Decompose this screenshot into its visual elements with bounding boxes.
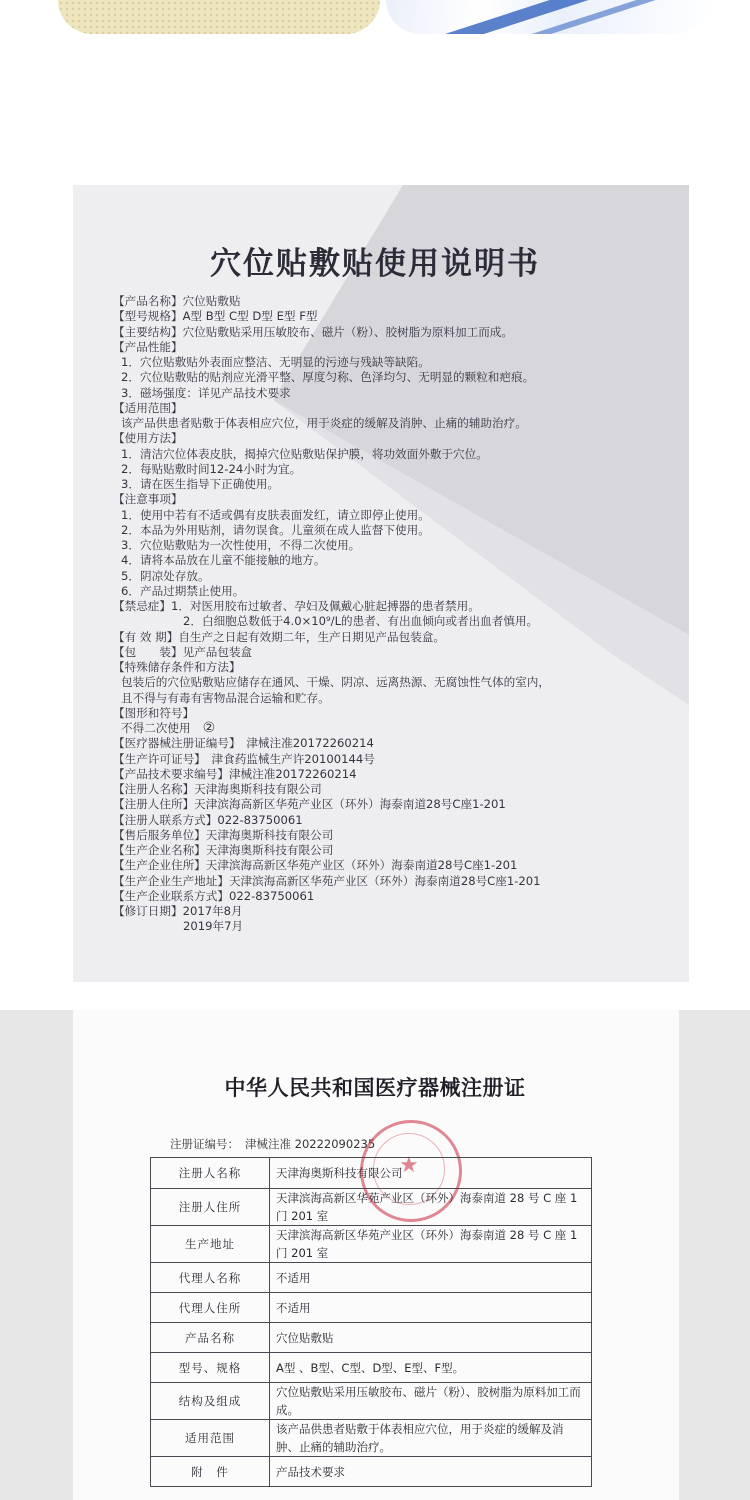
official-seal: ★ (360, 1120, 462, 1222)
certificate-row (151, 1353, 592, 1383)
instruction-line: 2．本品为外用贴剂，请勿误食。儿童须在成人监督下使用。 (121, 522, 430, 537)
certificate-field-label: 注册人名称 (151, 1158, 270, 1189)
certificate-field-value: 产品技术要求 (270, 1457, 592, 1487)
certificate-row (151, 1323, 592, 1353)
patch-texture-image (58, 0, 380, 34)
certificate-field-value: 天津滨海高新区华苑产业区（环外）海泰南道 28 号 C 座 1 门 201 室 (270, 1226, 592, 1263)
instruction-line: 1．穴位贴敷贴外表面应整洁、无明显的污迹与残缺等缺陷。 (121, 355, 430, 369)
instruction-line: 不得二次使用 ② (121, 720, 216, 736)
instruction-line: 【生产企业生产地址】天津滨海高新区华苑产业区（环外）海泰南道28号C座1-201 (113, 873, 541, 888)
certificate-field-value: 不适用 (270, 1263, 592, 1293)
certificate-field-label: 代理人名称 (151, 1263, 270, 1293)
instruction-line: 【主要结构】穴位贴敷贴采用压敏胶布、磁片（粉）、胶树脂为原料加工而成。 (113, 324, 513, 339)
instruction-line: 【产品性能】 (113, 339, 183, 354)
certificate-field-value: 该产品供患者贴敷于体表相应穴位，用于炎症的缓解及消肿、止痛的辅助治疗。 (270, 1420, 592, 1457)
instruction-line: 2．穴位贴敷贴的贴剂应光滑平整、厚度匀称、色泽均匀、无明显的颗粒和疤痕。 (121, 370, 535, 385)
certificate-row (151, 1457, 592, 1487)
instruction-line: 【使用方法】 (113, 431, 183, 446)
instruction-line: 【禁忌症】1．对医用胶布过敏者、孕妇及佩戴心脏起搏器的患者禁用。 (113, 599, 480, 613)
certificate-row (151, 1383, 592, 1420)
certificate-field-label: 型号、规格 (151, 1353, 270, 1383)
instruction-line: 【修订日期】2017年8月 (113, 904, 243, 918)
no-reuse-symbol-icon: ② (202, 720, 216, 736)
instruction-line: 【型号规格】A型 B型 C型 D型 E型 F型 (113, 309, 318, 324)
certificate-field-value: 天津海奥斯科技有限公司 (270, 1158, 592, 1189)
certificate-row (151, 1420, 592, 1457)
instruction-line: 【售后服务单位】天津海奥斯科技有限公司 (113, 827, 334, 842)
certificate-row (151, 1293, 592, 1323)
certificate-table (150, 1157, 592, 1487)
instruction-line: 【注意事项】 (113, 492, 183, 507)
instruction-line: 【产品名称】穴位贴敷贴 (113, 294, 241, 308)
instruction-line: 【注册人名称】天津海奥斯科技有限公司 (113, 782, 322, 796)
certificate-field-label: 附 件 (151, 1457, 270, 1487)
package-image (386, 0, 710, 34)
instruction-line: 【医疗器械注册证编号】 津械注准20172260214 (113, 736, 374, 751)
certificate-field-value: 不适用 (270, 1293, 592, 1323)
instruction-body (113, 294, 673, 935)
certificate-field-label: 产品名称 (151, 1323, 270, 1353)
instruction-line: 【生产企业联系方式】022-83750061 (113, 888, 315, 903)
instruction-line: 2．白细胞总数低于4.0×10⁹/L的患者、有出血倾向或者出血者慎用。 (183, 614, 539, 629)
instruction-line: 1．使用中若有不适或偶有皮肤表面发红，请立即停止使用。 (121, 507, 430, 522)
instruction-line: 4．请将本品放在儿童不能接触的地方。 (121, 553, 326, 568)
instruction-line: 【生产企业住所】天津滨海高新区华苑产业区（环外）海泰南道28号C座1-201 (113, 858, 518, 873)
instruction-line: 包装后的穴位贴敷贴应储存在通风、干燥、阴凉、远离热源、无腐蚀性气体的室内， (121, 675, 550, 690)
instruction-line: 1．清洁穴位体表皮肤，揭掉穴位贴敷贴保护膜，将功效面外敷于穴位。 (121, 446, 488, 461)
certificate-field-label: 结构及组成 (151, 1383, 270, 1420)
certificate-field-value: 穴位贴敷贴 (270, 1323, 592, 1353)
certificate-row (151, 1158, 592, 1189)
instruction-line: 2019年7月 (183, 919, 244, 934)
certificate-number-label: 注册证编号： (170, 1137, 239, 1151)
instruction-line: 【特殊储存条件和方法】 (113, 660, 241, 674)
instruction-line: 【注册人住所】天津滨海高新区华苑产业区（环外）海泰南道28号C座1-201 (113, 797, 506, 812)
instruction-line: 5．阴凉处存放。 (121, 568, 210, 583)
instruction-line: 【图形和符号】 (113, 705, 195, 720)
certificate-field-label: 注册人住所 (151, 1189, 270, 1226)
instruction-line: 3．穴位贴敷贴为一次性使用，不得二次使用。 (121, 538, 361, 552)
instruction-line: 3．请在医生指导下正确使用。 (121, 477, 280, 491)
certificate-field-label: 代理人住所 (151, 1293, 270, 1323)
product-thumbnail-strip (0, 0, 750, 120)
instruction-line: 【适用范围】 (113, 400, 183, 415)
instruction-line: 【生产许可证号】 津食药监械生产许20100144号 (113, 751, 375, 766)
instruction-line: 且不得与有毒有害物品混合运输和贮存。 (121, 690, 330, 705)
certificate-field-label: 生产地址 (151, 1226, 270, 1263)
certificate-field-label: 适用范围 (151, 1420, 270, 1457)
instruction-line: 2．每贴贴敷时间12-24小时为宜。 (121, 461, 302, 476)
certificate-field-value: 天津滨海高新区华苑产业区（环外）海泰南道 28 号 C 座 1 门 201 室 (270, 1189, 592, 1226)
instruction-line: 【有 效 期】自生产之日起有效期二年，生产日期见产品包装盒。 (113, 629, 445, 644)
certificate-field-value: A型 、B型、C型、D型、E型、F型。 (270, 1353, 592, 1383)
instruction-title: 穴位贴敷贴使用说明书 (210, 246, 540, 281)
instruction-line: 6．产品过期禁止使用。 (121, 583, 245, 598)
certificate-number-value: 津械注准 20222090235 (245, 1137, 376, 1151)
certificate-field-value: 穴位贴敷贴采用压敏胶布、磁片（粉）、胶树脂为原料加工而成。 (270, 1383, 592, 1420)
certificate-row (151, 1189, 592, 1226)
instruction-line: 3．磁场强度：详见产品技术要求 (121, 385, 291, 400)
instruction-line: 【注册人联系方式】022-83750061 (113, 812, 303, 827)
certificate-title: 中华人民共和国医疗器械注册证 (224, 1076, 526, 1100)
instruction-line: 该产品供患者贴敷于体表相应穴位，用于炎症的缓解及消肿、止痛的辅助治疗。 (121, 416, 527, 430)
instruction-line: 【生产企业名称】天津海奥斯科技有限公司 (113, 843, 334, 857)
certificate-row (151, 1263, 592, 1293)
instruction-line: 【包 装】见产品包装盒 (113, 644, 253, 659)
certificate-row (151, 1226, 592, 1263)
certificate-number (170, 1136, 375, 1152)
instruction-line: 【产品技术要求编号】津械注准20172260214 (113, 766, 357, 781)
